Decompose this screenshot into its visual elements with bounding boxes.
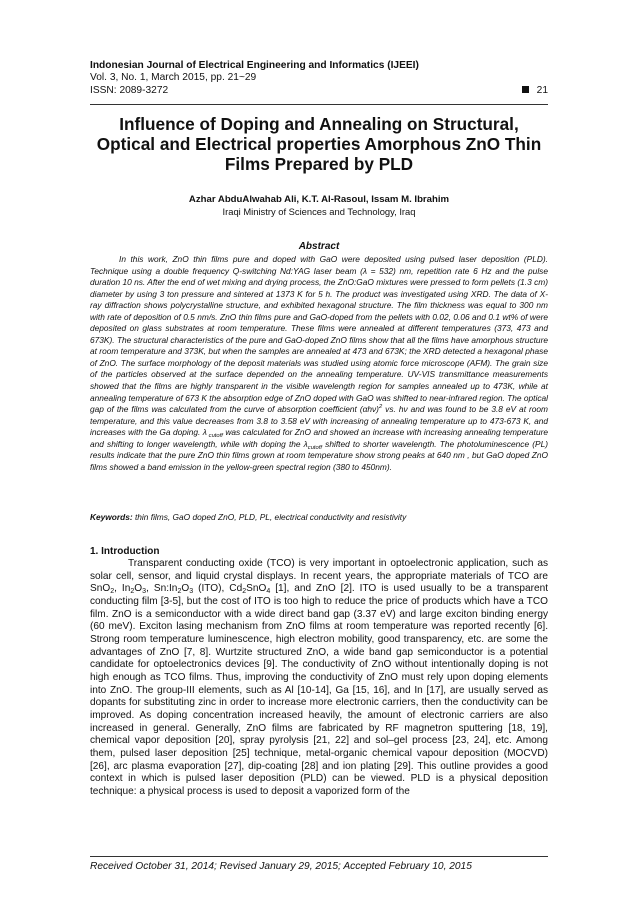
issn-row: [90, 85, 548, 97]
abstract-text-4: shifted to shorter wavelength. The photoluminescence (PL) results indicate that the pure ZnO thin films grown at room temperature show strong peaks at 640 nm , but GaO doped ZnO films showed a band emission in the yellow-green spectral region (380 to 450nm).: [90, 438, 548, 472]
subscript: 2: [177, 588, 182, 596]
journal-header: [90, 60, 548, 97]
paper-title: Influence of Doping and Annealing on Structural, Optical and Electrical properties Amorphous ZnO Thin Films Prepared by PLD: [96, 114, 542, 174]
abstract-text-1: In this work, ZnO thin films pure and doped with GaO were deposited using pulsed laser deposition (PLD). Technique using a double frequency Q-switching Nd:YAG laser beam (λ = 532) nm, repetition rate 6 Hz and the pulse duration 10 ns. After the end of wet mixing and drying process, the ZnO:GaO mixtures were pressed to form pellets (1.3 cm) diameter by using 3 ton pressure and sintered at 1373 K for 5 h. The product was investigated using XRD. The data of X-ray diffraction shows polycrystalline structure, and exhibited hexagonal structure. The film thickness was equal to 300 nm with rate of deposition of 0.5 nm/s. ZnO thin films pure and GaO-doped from the pellets with 0.02, 0.06 and 0.1 wt% of were deposited on glass substrates at room temperature. These films were annealed at different temperatures (373, 473 and 673K). The structural characteristics of the pure and GaO-doped ZnO films show that all the films have amorphous structure at room temperature and 373K, but when the samples are annealed at 473 and 673K; the XRD detected a hexagonal phase of ZnO. The surface morphology of the deposit materials was studied using atomic force microscope (AFM). The grain size of the particles observed at the surface depended on the annealing temperature. UV-VIS transmittance measurements showed that the films are highly transparent in the visible wavelength region for samples annealed up to 473K, while at annealing temperature of 673 K the absorption edge of ZnO doped with GaO was shifted to near-infrared region. The optical gap of the films was calculated from the curve of absorption coefficient (αhν): [90, 254, 548, 415]
keywords: [90, 512, 548, 523]
abstract-sup: 2: [378, 404, 383, 411]
keywords-label: Keywords:: [90, 512, 133, 522]
subscript: 3: [142, 588, 147, 596]
subscript: 2: [242, 588, 247, 596]
journal-name: Indonesian Journal of Electrical Engineering and Informatics (IJEEI): [90, 60, 419, 71]
intro-text: , In: [114, 583, 131, 595]
journal-volume: Vol. 3, No. 1, March 2015, pp. 21~29: [90, 72, 257, 84]
square-bullet-icon: [522, 86, 529, 93]
subscript: 2: [110, 588, 115, 596]
keywords-text: thin films, GaO doped ZnO, PLD, PL, electrical conductivity and resistivity: [132, 512, 407, 522]
intro-text: [1], and ZnO [2]. ITO is used usually to be a transparent conducting film [3-5], but the cost of ITO is too high to reduce the price of products which have a TCO film. ZnO is a semiconductor with a wide direct band gap (3.37 eV) and large exciton binding energy (60 meV). Exciton lasing mechanism from ZnO films at room temperature was reported recently [6]. Strong room temperature luminescence, high electron mobility, good transparency, etc. are some the advantages of ZnO [7, 8]. Wurtzite structured ZnO, a wide band gap semiconductor is a potential candidate for optoelectronics devices [9]. The conductivity of ZnO without intentionally doping is not high enough as TCO films. Thus, improving the conductivity of ZnO must rely upon doping elements into ZnO. The group-III elements, such as Al [10-14], Ga [15, 16], and In [17], are usually served as dopants for substituting zinc in order to increase more electronic carriers, then the conductivity can be improved. As doping concentration increased heavily, the amount of electronic carriers are also increased in general. Generally, ZnO films are fabricated by RF magnetron sputtering [18, 19], chemical vapor deposition [20], spray pyrolysis [21, 22] and sol–gel process [23, 24], etc. Among them, pulsed laser deposition [25] technique, metal-organic chemical vapour deposition (MOCVD) [26], arc plasma evaporation [27], dip-coating [28] and ion plating [29]. This outline provides a good context in which is pulsed laser deposition (PLD) can be viewed. PLD is a physical deposition technique: a physical process is used to deposit a vaporized form of the: [90, 583, 549, 797]
introduction-body: [90, 558, 548, 798]
section-heading-introduction: 1. Introduction: [90, 546, 160, 557]
abstract-text-2: vs. hν and was found to be 3.8 eV at room temperature, and this value decreases from 3.8 to 3.58 eV with increasing of annealing temperature up to 473-673 K, and increases with the Ga doping. λ: [90, 404, 548, 438]
abstract-sub-1: cutoff: [206, 433, 223, 440]
abstract-sub-2: cutoff: [307, 444, 323, 451]
abstract-body: [90, 254, 548, 473]
subscript: 4: [266, 588, 271, 596]
intro-text: O: [134, 583, 143, 595]
footer-divider: [90, 856, 548, 857]
subscript: 3: [189, 588, 194, 596]
intro-text: , Sn:In: [146, 583, 178, 595]
intro-text: SnO: [246, 583, 267, 595]
journal-issn: ISSN: 2089-3272: [90, 84, 169, 96]
received-dates: Received October 31, 2014; Revised January 29, 2015; Accepted February 10, 2015: [90, 861, 472, 872]
page-number-block: [522, 85, 548, 97]
intro-text: (ITO), Cd: [193, 583, 243, 595]
page-number: 21: [536, 84, 548, 96]
paper-authors: Azhar AbduAlwahab Ali, K.T. Al-Rasoul, Issam M. Ibrahim: [188, 194, 450, 205]
header-divider: [90, 104, 548, 105]
paper-affiliation: Iraqi Ministry of Sciences and Technology, Iraq: [222, 206, 416, 217]
abstract-text-3: was calculated for ZnO and showed an increase with increasing annealing temperature and shifting to longer wavelength, while with doping the λ: [90, 427, 549, 449]
intro-text: O: [181, 583, 190, 595]
abstract-heading: Abstract: [298, 241, 340, 252]
subscript: 2: [130, 588, 135, 596]
intro-text: Transparent conducting oxide (TCO) is very important in optoelectronic application, such as solar cell, sensor, and liquid crystal displays. In recent years, the appropriate materials of TCO are SnO: [90, 558, 548, 595]
